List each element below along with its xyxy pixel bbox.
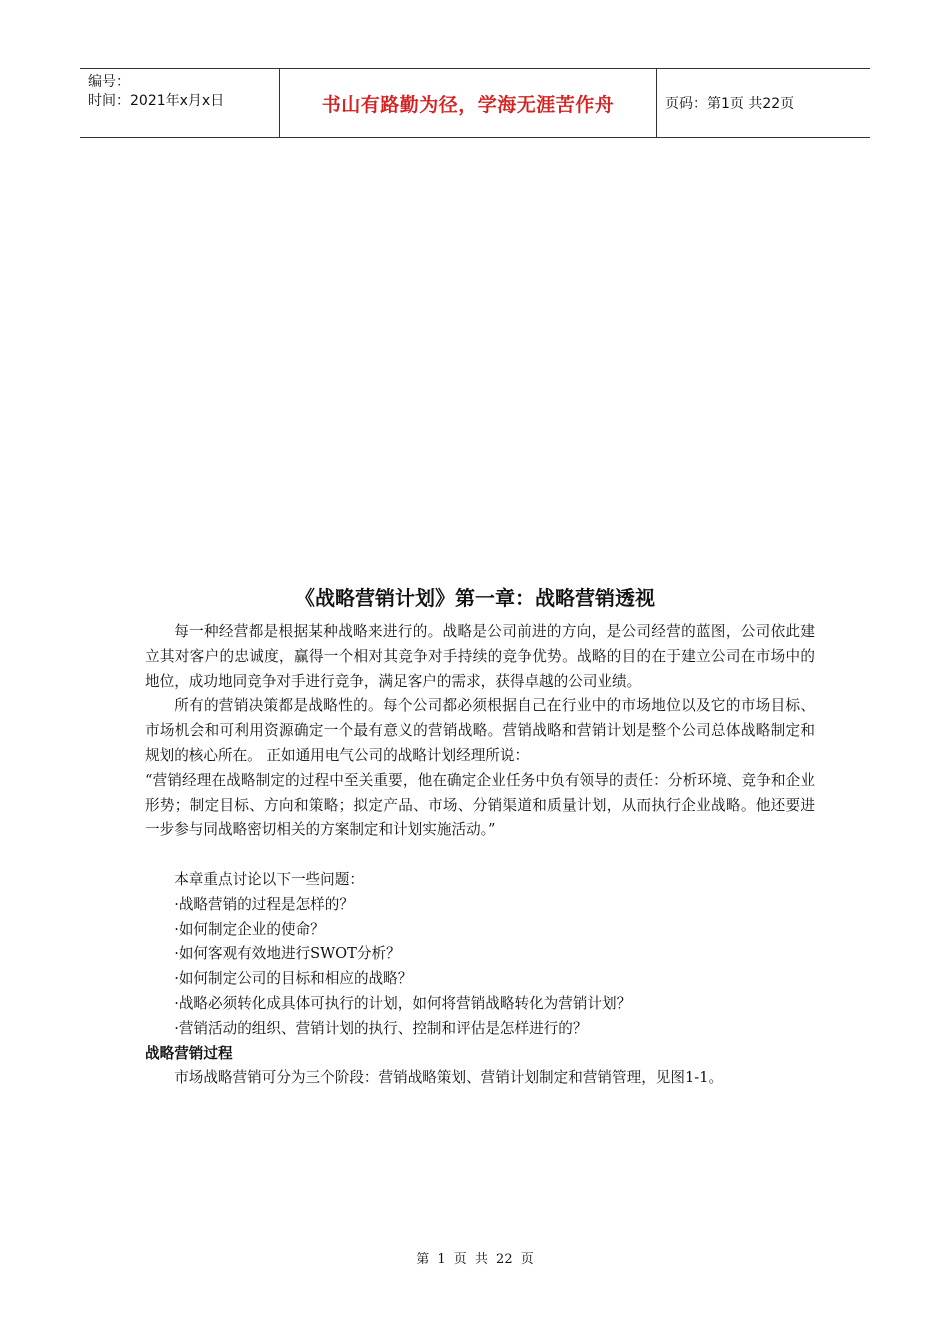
document-number-label: 编号：	[88, 74, 130, 90]
document-title: 《战略营销计划》第一章：战略营销透视	[295, 586, 655, 610]
header-table	[80, 68, 870, 138]
document-body	[145, 620, 815, 1091]
list-intro: 本章重点讨论以下一些问题：	[174, 870, 364, 888]
list-item: ·如何客观有效地进行SWOT分析？	[174, 945, 401, 963]
header-meta	[80, 69, 280, 137]
document-date: 时间：2021年x月x日	[88, 93, 225, 109]
paragraph-strategy: 每一种经营都是根据某种战略来进行的。战略是公司前进的方向，是公司经营的蓝图，公司依此建立其对客户的忠诚度，赢得一个相对其竞争对手持续的竞争优势。战略的目的在于建立公司在市场中的地位，成功地同竞争对手进行竞争，满足客户的需求，获得卓越的公司业绩。	[145, 623, 815, 690]
list-item: ·战略营销的过程是怎样的？	[174, 895, 354, 913]
list-item: ·营销活动的组织、营销计划的执行、控制和评估是怎样进行的？	[174, 1019, 588, 1037]
quote-ge-manager: “营销经理在战略制定的过程中至关重要，他在确定企业任务中负有领导的责任：分析环境、竞争和企业形势；制定目标、方向和策略；拟定产品、市场、分销渠道和质量计划，从而执行企业战略。他还要进一步参与同战略密切相关的方案制定和计划实施活动。”	[145, 771, 815, 839]
page-footer: 第 1 页 共 22 页	[416, 1252, 534, 1267]
section-heading: 战略营销过程	[145, 1044, 233, 1062]
list-item: ·如何制定公司的目标和相应的战略？	[174, 970, 413, 988]
section-paragraph: 市场战略营销可分为三个阶段：营销战略策划、营销计划制定和营销管理，见图1-1。	[174, 1069, 724, 1087]
header-motto: 书山有路勤为径，学海无涯苦作舟	[280, 69, 657, 137]
list-item: ·战略必须转化成具体可执行的计划，如何将营销战略转化为营销计划？	[174, 994, 632, 1012]
blank-line	[145, 843, 815, 868]
header-page-info: 页码：第1页 共22页	[665, 96, 795, 112]
list-item: ·如何制定企业的使命？	[174, 920, 325, 938]
paragraph-marketing-decisions: 所有的营销决策都是战略性的。每个公司都必须根据自己在行业中的市场地位以及它的市场目标、市场机会和可利用资源确定一个最有意义的营销战略。营销战略和营销计划是整个公司总体战略制定和规划的核心所在。 正如通用电气公司的战略计划经理所说：	[145, 697, 815, 764]
